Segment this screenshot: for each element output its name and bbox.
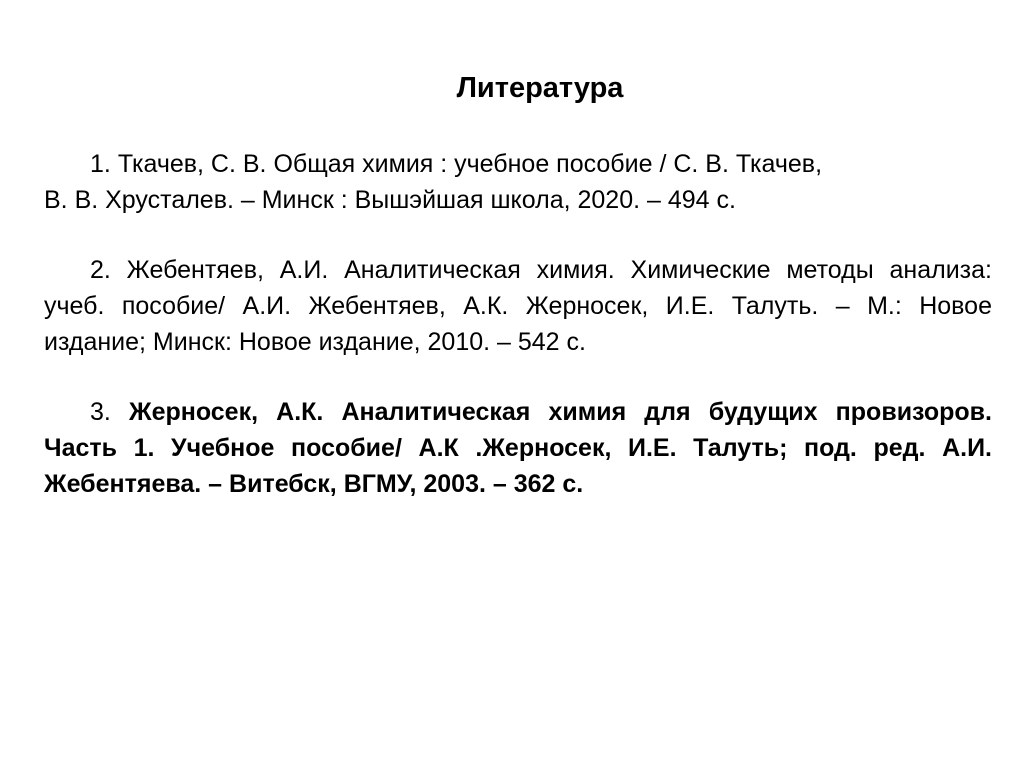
reference-text-line-1: Ткачев, С. В. Общая химия : учебное пособие / С. В. Ткачев, <box>117 150 823 178</box>
reference-text: Жебентяев, А.И. Аналитическая химия. Химические методы анализа: учеб. пособие/ А.И. Жебентяев, А.К. Жерносек, И.Е. Талуть. – М.: Новое издание; Минск: Новое издание, 2010. – 542 с. <box>44 256 992 356</box>
reference-list <box>44 146 992 536</box>
reference-item-2 <box>44 252 992 360</box>
reference-text-line-2: В. В. Хрусталев. – Минск : Вышэйшая школа, 2020. – 494 с. <box>44 186 736 214</box>
reference-number: 1. <box>90 150 111 178</box>
reference-item-3 <box>44 394 992 502</box>
reference-text: Жерносек, А.К. Аналитическая химия для будущих провизоров. Часть 1. Учебное пособие/ А.К .Жерносек, И.Е. Талуть; под. ред. А.И. Жебентяева. – Витебск, ВГМУ, 2003. – 362 с. <box>44 398 992 498</box>
reference-item-1 <box>44 146 992 218</box>
reference-number: 3. <box>90 398 111 426</box>
reference-number: 2. <box>90 256 111 284</box>
page-title: Литература <box>456 72 624 104</box>
